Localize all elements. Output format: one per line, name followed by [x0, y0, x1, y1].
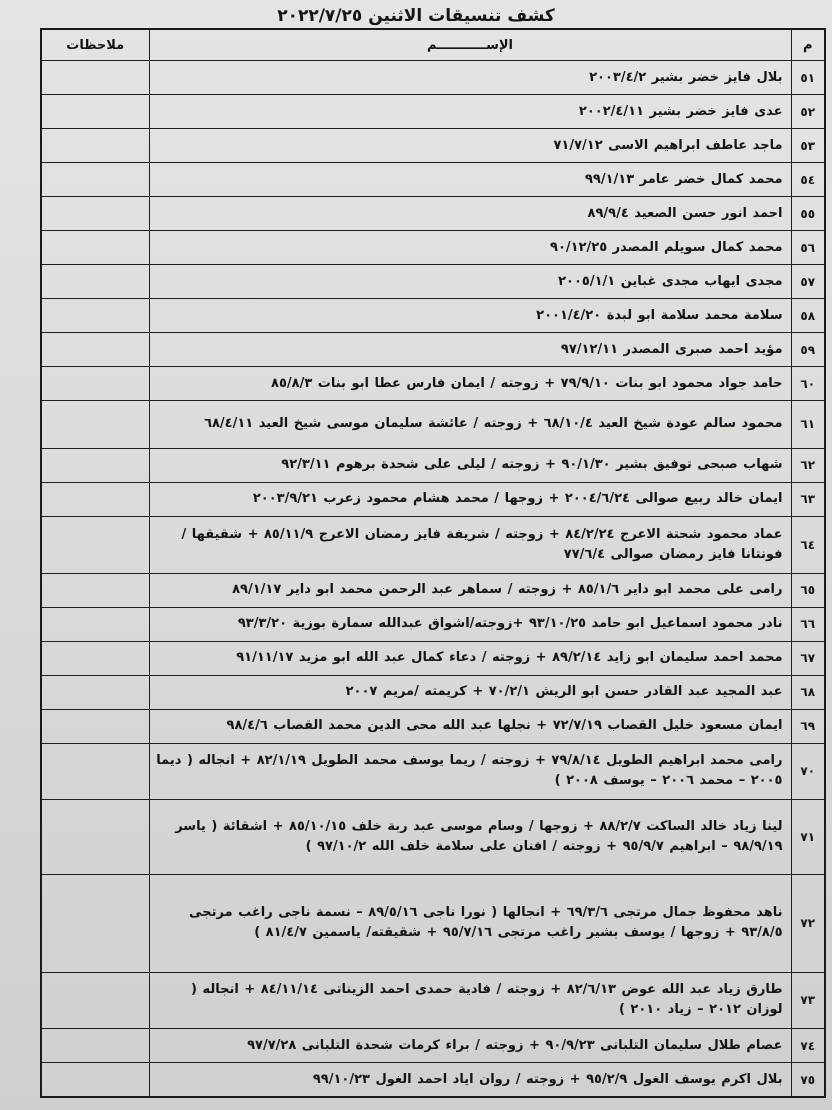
row-notes	[41, 333, 149, 367]
row-notes	[41, 197, 149, 231]
table-row	[41, 709, 825, 743]
row-notes	[41, 299, 149, 333]
table-row	[41, 299, 825, 333]
table-row	[41, 607, 825, 641]
row-notes	[41, 61, 149, 95]
row-number: ٦٧	[791, 641, 825, 675]
row-name: سلامة محمد سلامة ابو لبدة ٢٠٠١/٤/٢٠	[149, 299, 791, 333]
table-row	[41, 675, 825, 709]
table-row	[41, 197, 825, 231]
row-notes	[41, 675, 149, 709]
names-table	[40, 28, 826, 1098]
table-row	[41, 516, 825, 573]
row-name: لينا زياد خالد الساكت ٨٨/٢/٧ + زوجها / وسام موسى عبد ربة خلف ٨٥/١٠/١٥ + اشقائة ( ياسر ٩٨/٩/١٩ – ابراهيم ٩٥/٩/٧ + زوجته / افنان على سلامة خلف الله ٩٧/١٠/٢ )	[149, 800, 791, 875]
row-number: ٥٨	[791, 299, 825, 333]
row-notes	[41, 265, 149, 299]
row-notes	[41, 641, 149, 675]
row-name: ايمان خالد ربيع صوالى ٢٠٠٤/٦/٢٤ + زوجها / محمد هشام محمود زعرب ٢٠٠٣/٩/٢١	[149, 482, 791, 516]
row-number: ٥٢	[791, 95, 825, 129]
row-notes	[41, 607, 149, 641]
row-number: ٦٥	[791, 573, 825, 607]
row-notes	[41, 95, 149, 129]
row-number: ٧١	[791, 800, 825, 875]
header-name: الإســـــــــــم	[149, 29, 791, 61]
row-number: ٧٠	[791, 743, 825, 800]
row-number: ٥٧	[791, 265, 825, 299]
table-row	[41, 95, 825, 129]
row-notes	[41, 800, 149, 875]
row-name: عبد المجيد عبد القادر حسن ابو الريش ٧٠/٢/١ + كريمته /مريم ٢٠٠٧	[149, 675, 791, 709]
row-notes	[41, 972, 149, 1029]
row-number: ٦٨	[791, 675, 825, 709]
table-row	[41, 482, 825, 516]
row-notes	[41, 129, 149, 163]
row-name: ماجد عاطف ابراهيم الاسى ٧١/٧/١٢	[149, 129, 791, 163]
row-number: ٥٥	[791, 197, 825, 231]
table-row	[41, 875, 825, 973]
row-name: طارق زياد عبد الله عوض ٨٢/٦/١٣ + زوجته / فادية حمدى احمد الزيناتى ٨٤/١١/١٤ + انجاله ( لوزان ٢٠١٢ – زياد ٢٠١٠ )	[149, 972, 791, 1029]
row-notes	[41, 1029, 149, 1063]
table-row	[41, 61, 825, 95]
table-row	[41, 367, 825, 401]
row-name: رامى على محمد ابو داير ٨٥/١/٦ + زوجته / سماهر عبد الرحمن محمد ابو داير ٨٩/١/١٧	[149, 573, 791, 607]
row-number: ٦٣	[791, 482, 825, 516]
table-row	[41, 641, 825, 675]
table-body	[41, 61, 825, 1098]
row-name: عماد محمود شحتة الاعرج ٨٤/٢/٢٤ + زوجته / شريفة فايز رمضان الاعرج ٨٥/١١/٩ + شقيقها / فونتانا فايز رمضان صوالى ٧٧/٦/٤	[149, 516, 791, 573]
table-row	[41, 972, 825, 1029]
row-notes	[41, 743, 149, 800]
row-name: مجدى ايهاب مجدى غباين ٢٠٠٥/١/١	[149, 265, 791, 299]
row-name: عصام طلال سليمان التلبانى ٩٠/٩/٢٣ + زوجته / براء كرمات شحدة التلبانى ٩٧/٧/٢٨	[149, 1029, 791, 1063]
table-row	[41, 448, 825, 482]
table-row	[41, 163, 825, 197]
row-number: ٧٢	[791, 875, 825, 973]
header-index: م	[791, 29, 825, 61]
row-notes	[41, 875, 149, 973]
row-notes	[41, 231, 149, 265]
row-notes	[41, 573, 149, 607]
row-name: شهاب صبحى توفيق بشير ٩٠/١/٣٠ + زوجته / ليلى على شحدة برهوم ٩٢/٣/١١	[149, 448, 791, 482]
row-notes	[41, 709, 149, 743]
row-notes	[41, 1063, 149, 1097]
table-row	[41, 231, 825, 265]
row-name: عدى فايز خضر بشير ٢٠٠٢/٤/١١	[149, 95, 791, 129]
table-row	[41, 1029, 825, 1063]
row-notes	[41, 448, 149, 482]
row-name: احمد انور حسن الصعيد ٨٩/٩/٤	[149, 197, 791, 231]
row-name: ايمان مسعود خليل القصاب ٧٢/٧/١٩ + نجلها عبد الله محى الدين محمد القصاب ٩٨/٤/٦	[149, 709, 791, 743]
row-number: ٥٦	[791, 231, 825, 265]
row-number: ٥٣	[791, 129, 825, 163]
row-number: ٥١	[791, 61, 825, 95]
row-number: ٦٦	[791, 607, 825, 641]
table-row	[41, 333, 825, 367]
row-number: ٦٩	[791, 709, 825, 743]
row-number: ٥٩	[791, 333, 825, 367]
page-title: كشف تنسيقات الاثنين ٢٠٢٢/٧/٢٥	[277, 6, 555, 26]
header-notes: ملاحظات	[41, 29, 149, 61]
row-name: ناهد محفوظ جمال مرتجى ٦٩/٣/٦ + انجالها ( نورا ناجى ٨٩/٥/١٦ – نسمة ناجى راغب مرتجى ٩٣/٨/٥ + زوجها / يوسف بشير راغب مرتجى ٩٥/٧/١٦ + شقيقته/ ياسمين ٨١/٤/٧ )	[149, 875, 791, 973]
row-number: ٦٤	[791, 516, 825, 573]
row-name: بلال اكرم يوسف الغول ٩٥/٢/٩ + زوجته / روان اياد احمد الغول ٩٩/١٠/٢٣	[149, 1063, 791, 1097]
table-row	[41, 743, 825, 800]
row-name: نادر محمود اسماعيل ابو حامد ٩٣/١٠/٢٥ +زوجته/اشواق عبدالله سمارة بوزية ٩٣/٣/٢٠	[149, 607, 791, 641]
table-row	[41, 129, 825, 163]
row-notes	[41, 516, 149, 573]
row-number: ٥٤	[791, 163, 825, 197]
row-number: ٧٣	[791, 972, 825, 1029]
row-notes	[41, 482, 149, 516]
row-number: ٦١	[791, 401, 825, 449]
row-notes	[41, 163, 149, 197]
row-number: ٧٥	[791, 1063, 825, 1097]
row-name: رامى محمد ابراهيم الطويل ٧٩/٨/١٤ + زوجته / ريما يوسف محمد الطويل ٨٢/١/١٩ + انجاله ( ديما ٢٠٠٥ – محمد ٢٠٠٦ – يوسف ٢٠٠٨ )	[149, 743, 791, 800]
row-name: حامد جواد محمود ابو بنات ٧٩/٩/١٠ + زوجته / ايمان فارس عطا ابو بنات ٨٥/٨/٣	[149, 367, 791, 401]
row-name: محمد احمد سليمان ابو زايد ٨٩/٢/١٤ + زوجته / دعاء كمال عبد الله ابو مزيد ٩١/١١/١٧	[149, 641, 791, 675]
table-row	[41, 1063, 825, 1097]
row-name: مؤيد احمد صبرى المصدر ٩٧/١٢/١١	[149, 333, 791, 367]
table-row	[41, 401, 825, 449]
table-header-row	[41, 29, 825, 61]
row-name: محمود سالم عودة شيخ العيد ٦٨/١٠/٤ + زوجته / عائشة سليمان موسى شيخ العيد ٦٨/٤/١١	[149, 401, 791, 449]
row-notes	[41, 401, 149, 449]
row-number: ٦٢	[791, 448, 825, 482]
row-name: محمد كمال خضر عامر ٩٩/١/١٣	[149, 163, 791, 197]
row-notes	[41, 367, 149, 401]
row-number: ٧٤	[791, 1029, 825, 1063]
row-name: محمد كمال سويلم المصدر ٩٠/١٢/٢٥	[149, 231, 791, 265]
table-row	[41, 265, 825, 299]
row-number: ٦٠	[791, 367, 825, 401]
table-row	[41, 800, 825, 875]
table-row	[41, 573, 825, 607]
row-name: بلال فايز خضر بشير ٢٠٠٣/٤/٢	[149, 61, 791, 95]
